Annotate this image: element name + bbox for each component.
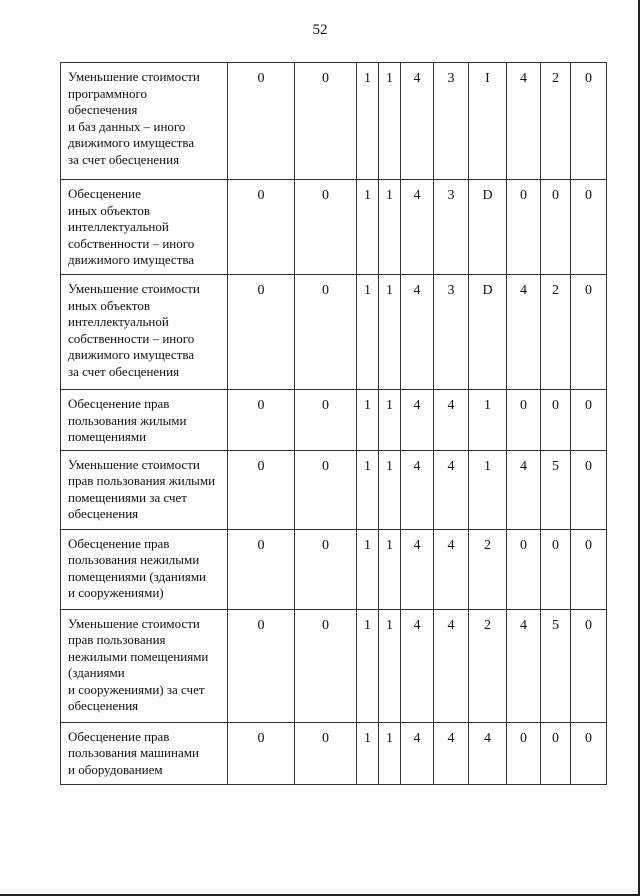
code-digit: 4 bbox=[434, 609, 469, 722]
code-digit: 1 bbox=[357, 390, 379, 451]
code-digit: D bbox=[469, 180, 507, 275]
code-digit: 4 bbox=[507, 609, 541, 722]
code-digit: 0 bbox=[541, 722, 571, 784]
code-digit: 0 bbox=[295, 63, 357, 180]
code-digit: 0 bbox=[507, 390, 541, 451]
code-digit: 2 bbox=[469, 609, 507, 722]
code-digit: 4 bbox=[401, 275, 434, 390]
table-row bbox=[61, 275, 607, 390]
code-digit: 4 bbox=[401, 722, 434, 784]
code-digit: 1 bbox=[469, 390, 507, 451]
code-digit: 5 bbox=[541, 450, 571, 529]
code-digit: 1 bbox=[357, 450, 379, 529]
row-name: Обесценение прав пользования жилыми помещениями bbox=[61, 390, 228, 451]
code-digit: 4 bbox=[434, 390, 469, 451]
code-digit: 0 bbox=[507, 722, 541, 784]
code-digit: 4 bbox=[507, 275, 541, 390]
code-digit: 1 bbox=[379, 180, 401, 275]
code-digit: 1 bbox=[379, 609, 401, 722]
code-digit: 4 bbox=[401, 63, 434, 180]
code-digit: 0 bbox=[571, 275, 607, 390]
code-digit: 1 bbox=[357, 275, 379, 390]
code-digit: 4 bbox=[507, 450, 541, 529]
code-digit: 0 bbox=[571, 722, 607, 784]
table-row bbox=[61, 63, 607, 180]
code-digit: 1 bbox=[357, 722, 379, 784]
table-row bbox=[61, 390, 607, 451]
code-digit: 0 bbox=[295, 390, 357, 451]
code-digit: 3 bbox=[434, 275, 469, 390]
row-name: Уменьшение стоимости прав пользования нежилыми помещениями (зданиями и сооружениями) за счет обесценения bbox=[61, 609, 228, 722]
code-digit: 0 bbox=[228, 275, 295, 390]
row-name: Уменьшение стоимости прав пользования жилыми помещениями за счет обесценения bbox=[61, 450, 228, 529]
code-digit: 4 bbox=[434, 722, 469, 784]
code-digit: 4 bbox=[469, 722, 507, 784]
code-digit: 1 bbox=[357, 63, 379, 180]
page-number: 52 bbox=[312, 22, 328, 38]
table-row bbox=[61, 609, 607, 722]
code-digit: 4 bbox=[401, 390, 434, 451]
code-digit: 0 bbox=[571, 609, 607, 722]
row-name: Уменьшение стоимости иных объектов интеллектуальной собственности – иного движимого имущества за счет обесценения bbox=[61, 275, 228, 390]
code-digit: 2 bbox=[541, 63, 571, 180]
code-digit: 1 bbox=[379, 63, 401, 180]
code-digit: 4 bbox=[434, 529, 469, 609]
table-row bbox=[61, 450, 607, 529]
code-digit: 0 bbox=[541, 180, 571, 275]
code-digit: 2 bbox=[541, 275, 571, 390]
code-digit: 4 bbox=[401, 180, 434, 275]
code-digit: 0 bbox=[228, 390, 295, 451]
table-row bbox=[61, 529, 607, 609]
code-digit: 0 bbox=[228, 180, 295, 275]
code-digit: 0 bbox=[295, 722, 357, 784]
code-digit: 1 bbox=[379, 529, 401, 609]
code-digit: 1 bbox=[357, 529, 379, 609]
row-name: Уменьшение стоимости программного обеспечения и баз данных – иного движимого имущества за счет обесценения bbox=[61, 63, 228, 180]
code-digit: 1 bbox=[379, 390, 401, 451]
code-digit: 0 bbox=[541, 529, 571, 609]
code-digit: 0 bbox=[571, 63, 607, 180]
code-digit: 2 bbox=[469, 529, 507, 609]
code-digit: 4 bbox=[401, 529, 434, 609]
code-digit: 0 bbox=[571, 180, 607, 275]
row-name: Обесценение прав пользования машинами и оборудованием bbox=[61, 722, 228, 784]
code-digit: 1 bbox=[379, 722, 401, 784]
code-digit: 0 bbox=[541, 390, 571, 451]
code-digit: 4 bbox=[401, 450, 434, 529]
code-digit: 0 bbox=[228, 529, 295, 609]
code-digit: 4 bbox=[507, 63, 541, 180]
table-row bbox=[61, 722, 607, 784]
code-digit: 0 bbox=[295, 275, 357, 390]
code-digit: 0 bbox=[295, 180, 357, 275]
code-digit: 0 bbox=[295, 450, 357, 529]
code-digit: 0 bbox=[571, 529, 607, 609]
code-digit: 0 bbox=[295, 529, 357, 609]
account-codes-table bbox=[60, 62, 607, 785]
code-digit: I bbox=[469, 63, 507, 180]
code-digit: 0 bbox=[228, 722, 295, 784]
code-digit: 0 bbox=[228, 609, 295, 722]
code-digit: 1 bbox=[469, 450, 507, 529]
code-digit: 0 bbox=[295, 609, 357, 722]
code-digit: 4 bbox=[401, 609, 434, 722]
code-digit: 1 bbox=[379, 275, 401, 390]
code-digit: 0 bbox=[228, 450, 295, 529]
row-name: Обесценение прав пользования нежилыми помещениями (зданиями и сооружениями) bbox=[61, 529, 228, 609]
code-digit: 3 bbox=[434, 180, 469, 275]
code-digit: 0 bbox=[571, 450, 607, 529]
code-digit: 3 bbox=[434, 63, 469, 180]
code-digit: 0 bbox=[571, 390, 607, 451]
code-digit: 4 bbox=[434, 450, 469, 529]
code-digit: 1 bbox=[379, 450, 401, 529]
code-digit: 0 bbox=[507, 529, 541, 609]
table-row bbox=[61, 180, 607, 275]
code-digit: 0 bbox=[507, 180, 541, 275]
code-digit: D bbox=[469, 275, 507, 390]
code-digit: 1 bbox=[357, 180, 379, 275]
code-digit: 1 bbox=[357, 609, 379, 722]
row-name: Обесценение иных объектов интеллектуальной собственности – иного движимого имущества bbox=[61, 180, 228, 275]
code-digit: 5 bbox=[541, 609, 571, 722]
code-digit: 0 bbox=[228, 63, 295, 180]
